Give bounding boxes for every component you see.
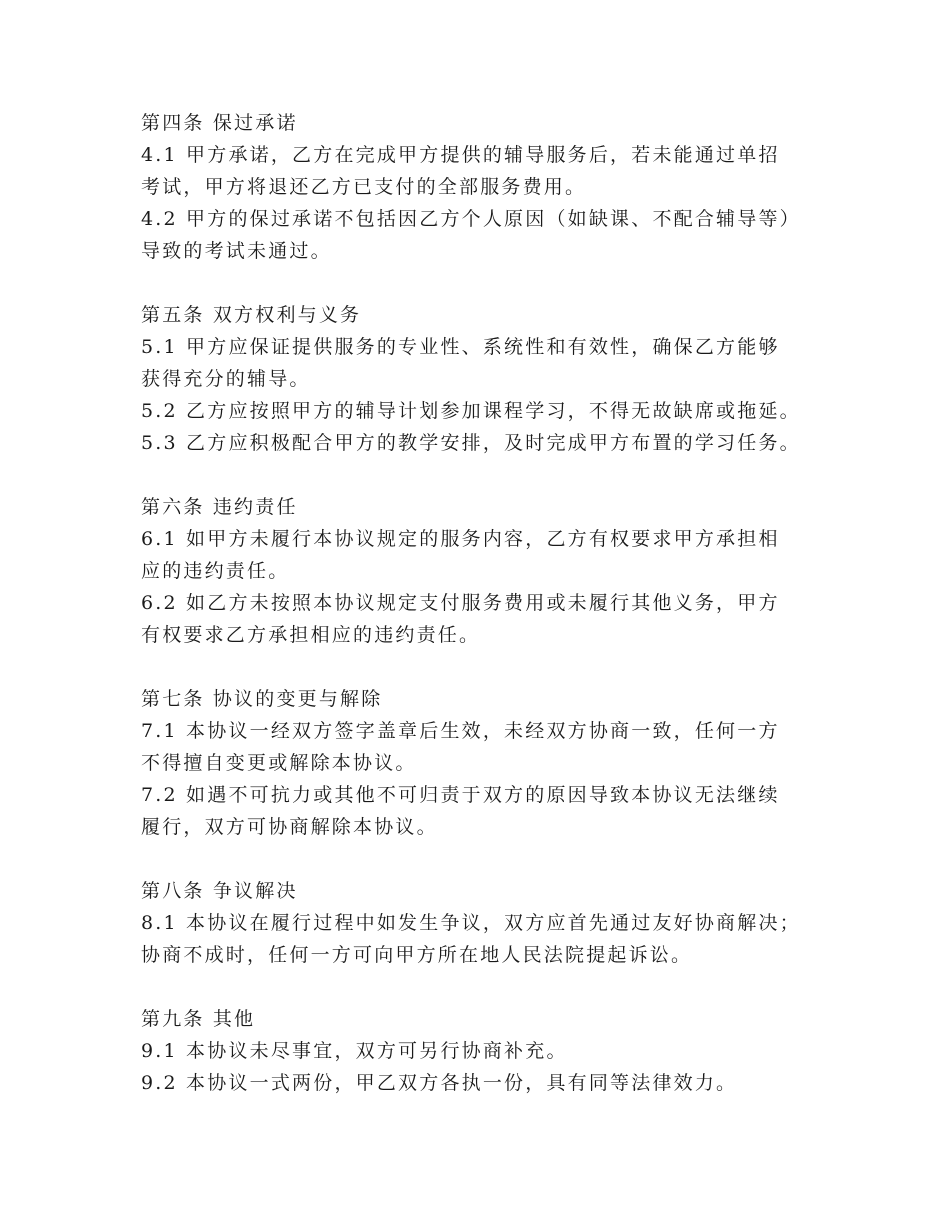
clause-7-1 [141, 715, 841, 779]
clause-line: 应的违约责任。 [141, 560, 290, 582]
article-heading: 第五条 双方权利与义务 [141, 304, 362, 326]
article-5 [141, 299, 841, 459]
article-heading: 第八条 争议解决 [141, 880, 298, 902]
clause-line: 9.2 本协议一式两份，甲乙双方各执一份，具有同等法律效力。 [141, 1072, 738, 1094]
clause-line: 7.1 本协议一经双方签字盖章后生效，未经双方协商一致，任何一方 [141, 720, 780, 742]
clause-5-3 [141, 427, 841, 459]
clause-9-1 [141, 1035, 841, 1067]
article-heading: 第六条 违约责任 [141, 496, 298, 518]
agreement-body [141, 107, 841, 1131]
clause-6-1 [141, 523, 841, 587]
clause-5-1 [141, 331, 841, 395]
clause-line: 6.2 如乙方未按照本协议规定支付服务费用或未履行其他义务，甲方 [141, 592, 780, 614]
clause-4-1 [141, 139, 841, 203]
clause-line: 5.1 甲方应保证提供服务的专业性、系统性和有效性，确保乙方能够 [141, 336, 780, 358]
article-heading: 第九条 其他 [141, 1008, 256, 1030]
article-9 [141, 1003, 841, 1099]
clause-line: 9.1 本协议未尽事宜，双方可另行协商补充。 [141, 1040, 568, 1062]
clause-line: 导致的考试未通过。 [141, 240, 332, 262]
clause-9-2 [141, 1067, 841, 1099]
clause-line: 4.1 甲方承诺，乙方在完成甲方提供的辅导服务后，若未能通过单招 [141, 144, 780, 166]
article-heading: 第四条 保过承诺 [141, 112, 298, 134]
clause-5-2 [141, 395, 841, 427]
clause-line: 考试，甲方将退还乙方已支付的全部服务费用。 [141, 176, 587, 198]
clause-line: 有权要求乙方承担相应的违约责任。 [141, 624, 481, 646]
clause-4-2 [141, 203, 841, 267]
clause-line: 8.1 本协议在履行过程中如发生争议，双方应首先通过友好协商解决； [141, 912, 801, 934]
clause-line: 协商不成时，任何一方可向甲方所在地人民法院提起诉讼。 [141, 944, 693, 966]
article-7 [141, 683, 841, 843]
article-heading: 第七条 协议的变更与解除 [141, 688, 383, 710]
article-4 [141, 107, 841, 267]
clause-line: 7.2 如遇不可抗力或其他不可归责于双方的原因导致本协议无法继续 [141, 784, 780, 806]
clause-6-2 [141, 587, 841, 651]
clause-line: 5.3 乙方应积极配合甲方的教学安排，及时完成甲方布置的学习任务。 [141, 432, 801, 454]
article-6 [141, 491, 841, 651]
article-8 [141, 875, 841, 971]
clause-line: 6.1 如甲方未履行本协议规定的服务内容，乙方有权要求甲方承担相 [141, 528, 780, 550]
clause-7-2 [141, 779, 841, 843]
clause-line: 获得充分的辅导。 [141, 368, 311, 390]
clause-line: 履行，双方可协商解除本协议。 [141, 816, 438, 838]
clause-line: 4.2 甲方的保过承诺不包括因乙方个人原因（如缺课、不配合辅导等） [141, 208, 801, 230]
clause-8-1 [141, 907, 841, 971]
clause-line: 5.2 乙方应按照甲方的辅导计划参加课程学习，不得无故缺席或拖延。 [141, 400, 801, 422]
clause-line: 不得擅自变更或解除本协议。 [141, 752, 417, 774]
